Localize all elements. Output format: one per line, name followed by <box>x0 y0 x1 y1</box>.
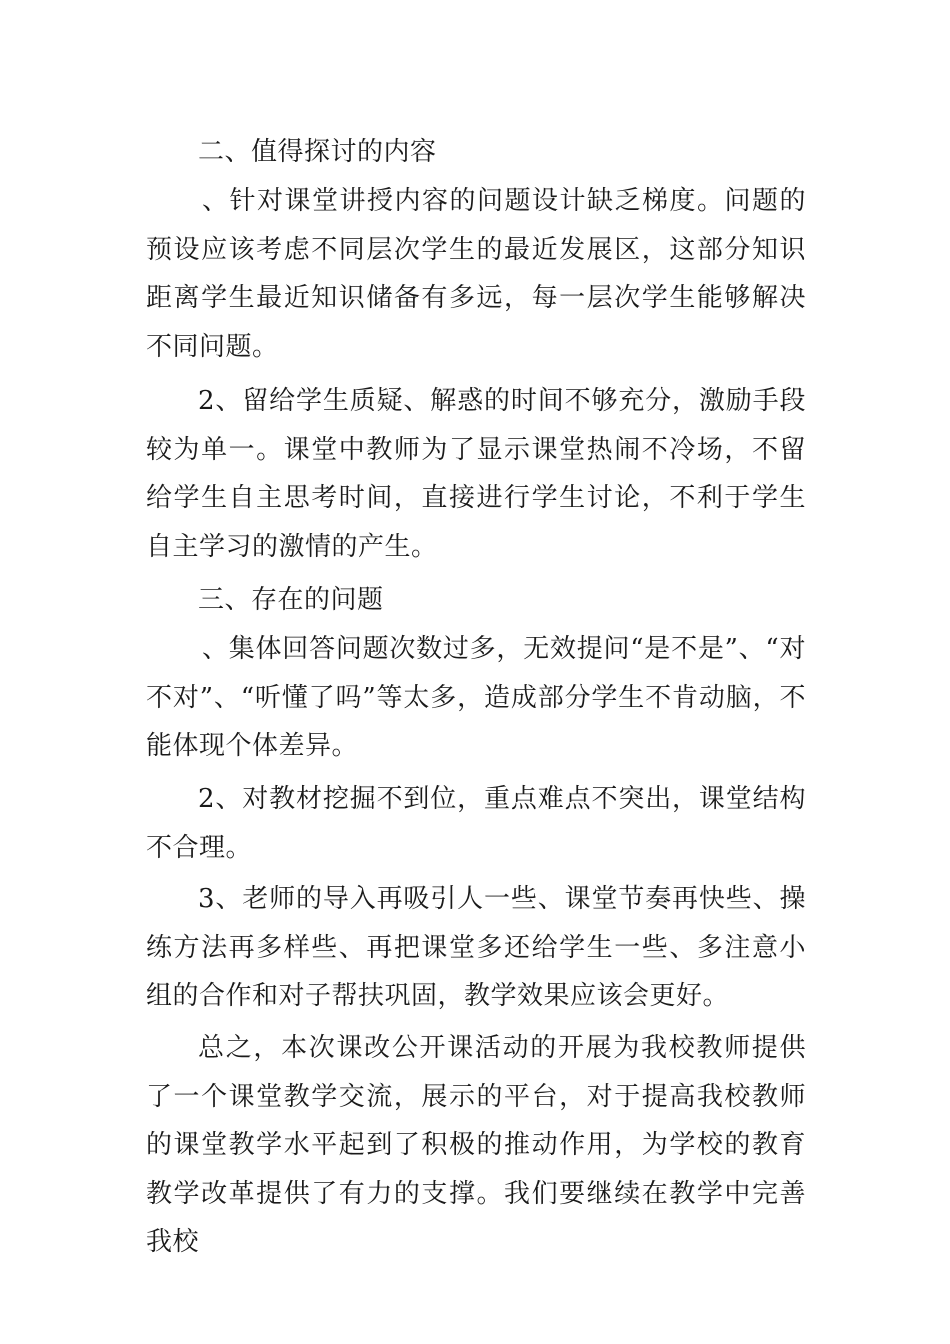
paragraph-item-1: 、针对课堂讲授内容的问题设计缺乏梯度。问题的预设应该考虑不同层次学生的最近发展区，这部分知识距离学生最近知识储备有多远，每一层次学生能够解决不同问题。 <box>146 186 806 362</box>
paragraph-problem-3: 3、老师的导入再吸引人一些、课堂节奏再快些、操练方法再多样些、再把课堂多还给学生一些、多注意小组的合作和对子帮扶巩固，教学效果应该会更好。 <box>146 884 806 1011</box>
heading-discussion: 二、值得探讨的内容 <box>198 137 437 167</box>
heading-problems: 三、存在的问题 <box>198 585 384 615</box>
paragraph-conclusion: 总之，本次课改公开课活动的开展为我校教师提供了一个课堂教学交流，展示的平台，对于提高我校教师的课堂教学水平起到了积极的推动作用，为学校的教育教学改革提供了有力的支撑。我们要继续在教学中完善我校 <box>146 1033 806 1257</box>
paragraph-problem-2: 2、对教材挖掘不到位，重点难点不突出，课堂结构不合理。 <box>146 784 806 863</box>
paragraph-problem-1: 、集体回答问题次数过多，无效提问“是不是”、“对不对”、“听懂了吗”等太多，造成部分学生不肯动脑，不能体现个体差异。 <box>146 634 806 761</box>
paragraph-item-2: 2、留给学生质疑、解惑的时间不够充分，激励手段较为单一。课堂中教师为了显示课堂热闹不冷场，不留给学生自主思考时间，直接进行学生讨论，不利于学生自主学习的激情的产生。 <box>146 386 806 562</box>
